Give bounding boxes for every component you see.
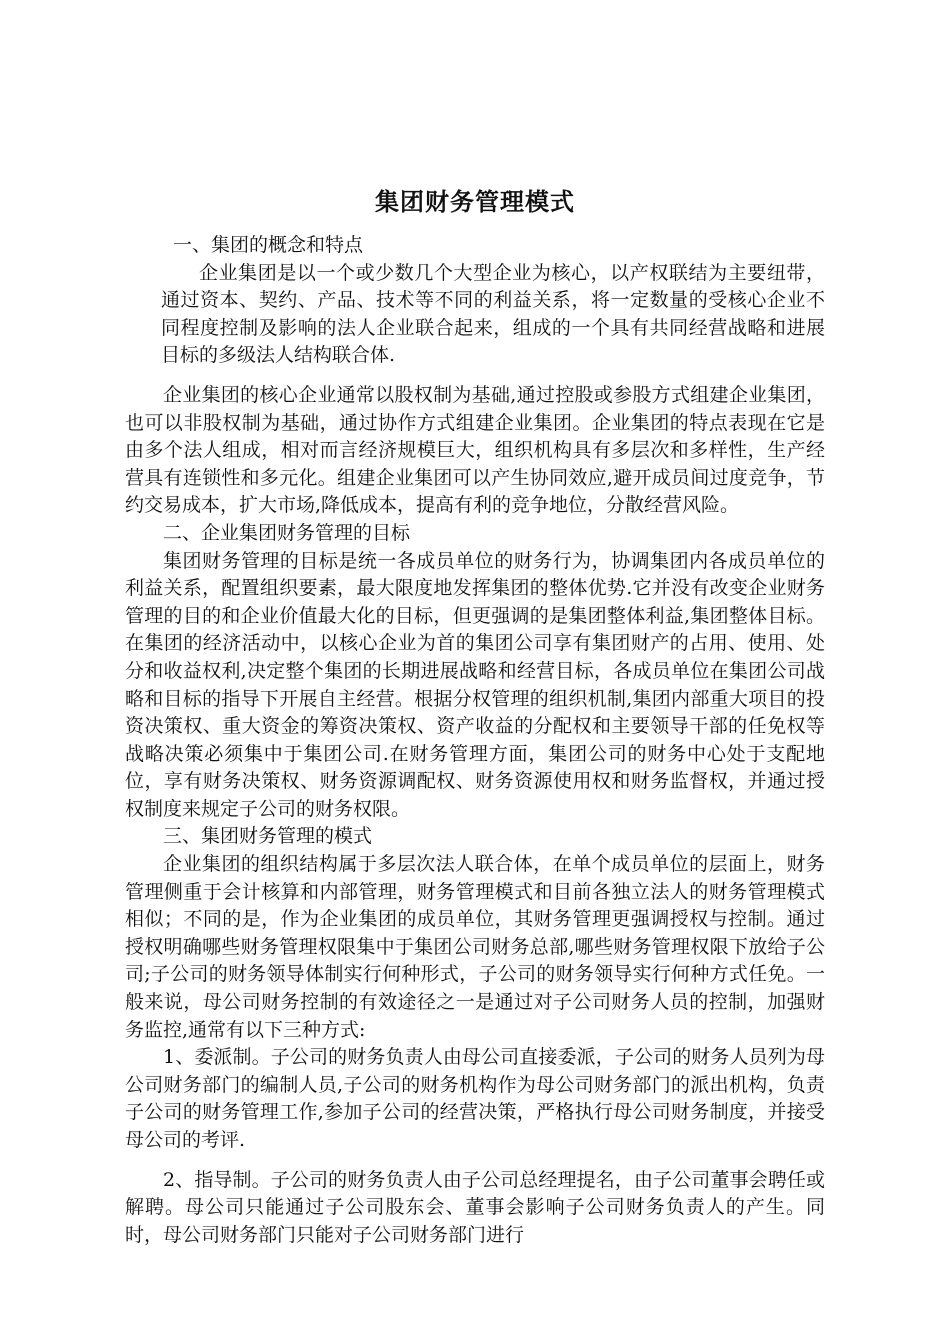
section-heading-1: 一、集团的概念和特点 xyxy=(173,234,364,256)
section-3-paragraph-1: 企业集团的组织结构属于多层次法人联合体，在单个成员单位的层面上，财务管理侧重于会计核算和内部管理，财务管理模式和目前各独立法人的财务管理模式相似；不同的是，作为企业集团的成员单位，其财务管理更强调授权与控制。通过授权明确哪些财务管理权限集中于集团公司财务总部,哪些财务管理权限下放给子公司;子公司的财务领导体制实行何种形式，子公司的财务领导实行何种方式任免。一般来说，母公司财务控制的有效途径之一是通过对子公司财务人员的控制，加强财务监控,通常有以下三种方式: xyxy=(125,853,825,1041)
section-heading-3: 三、集团财务管理的模式 xyxy=(163,825,373,848)
document-title: 集团财务管理模式 xyxy=(375,187,575,217)
document-body xyxy=(125,232,825,1249)
section-3-paragraph-3: 2、指导制。子公司的财务负责人由子公司总经理提名，由子公司董事会聘任或解聘。母公司只能通过子公司股东会、董事会影响子公司财务负责人的产生。同时，母公司财务部门只能对子公司财务部门进行 xyxy=(125,1168,825,1246)
section-heading-2: 二、企业集团财务管理的目标 xyxy=(163,521,411,544)
section-1-paragraph-1: 企业集团是以一个或少数几个大型企业为核心，以产权联结为主要纽带，通过资本、契约、产品、技术等不同的利益关系，将一定数量的受核心企业不同程度控制及影响的法人企业联合起来，组成的一个具有共同经营战略和进展目标的多级法人结构联合体. xyxy=(161,261,825,367)
section-1-paragraph-2: 企业集团的核心企业通常以股权制为基础,通过控股或参股方式组建企业集团，也可以非股权制为基础，通过协作方式组建企业集团。企业集团的特点表现在它是由多个法人组成，相对而言经济规模巨大，组织机构具有多层次和多样性，生产经营具有连锁性和多元化。组建企业集团可以产生协同效应,避开成员间过度竞争，节约交易成本，扩大市场,降低成本，提高有利的竞争地位，分散经营风险。 xyxy=(125,383,825,517)
section-3-paragraph-2: 1、委派制。子公司的财务负责人由母公司直接委派，子公司的财务人员列为母公司财务部门的编制人员,子公司的财务机构作为母公司财务部门的派出机构，负责子公司的财务管理工作,参加子公司的经营决策，严格执行母公司财务制度，并接受母公司的考评. xyxy=(125,1046,825,1151)
section-2-paragraph-1: 集团财务管理的目标是统一各成员单位的财务行为，协调集团内各成员单位的利益关系，配置组织要素，最大限度地发挥集团的整体优势.它并没有改变企业财务管理的目的和企业价值最大化的目标，但更强调的是集团整体利益,集团整体目标。在集团的经济活动中，以核心企业为首的集团公司享有集团财产的占用、使用、处分和收益权利,决定整个集团的长期进展战略和经营目标，各成员单位在集团公司战略和目标的指导下开展自主经营。根据分权管理的组织机制,集团内部重大项目的投资决策权、重大资金的筹资决策权、资产收益的分配权和主要领导干部的任免权等战略决策必须集中于集团公司.在财务管理方面，集团公司的财务中心处于支配地位，享有财务决策权、财务资源调配权、财务资源使用权和财务监督权，并通过授权制度来规定子公司的财务权限。 xyxy=(125,549,825,820)
